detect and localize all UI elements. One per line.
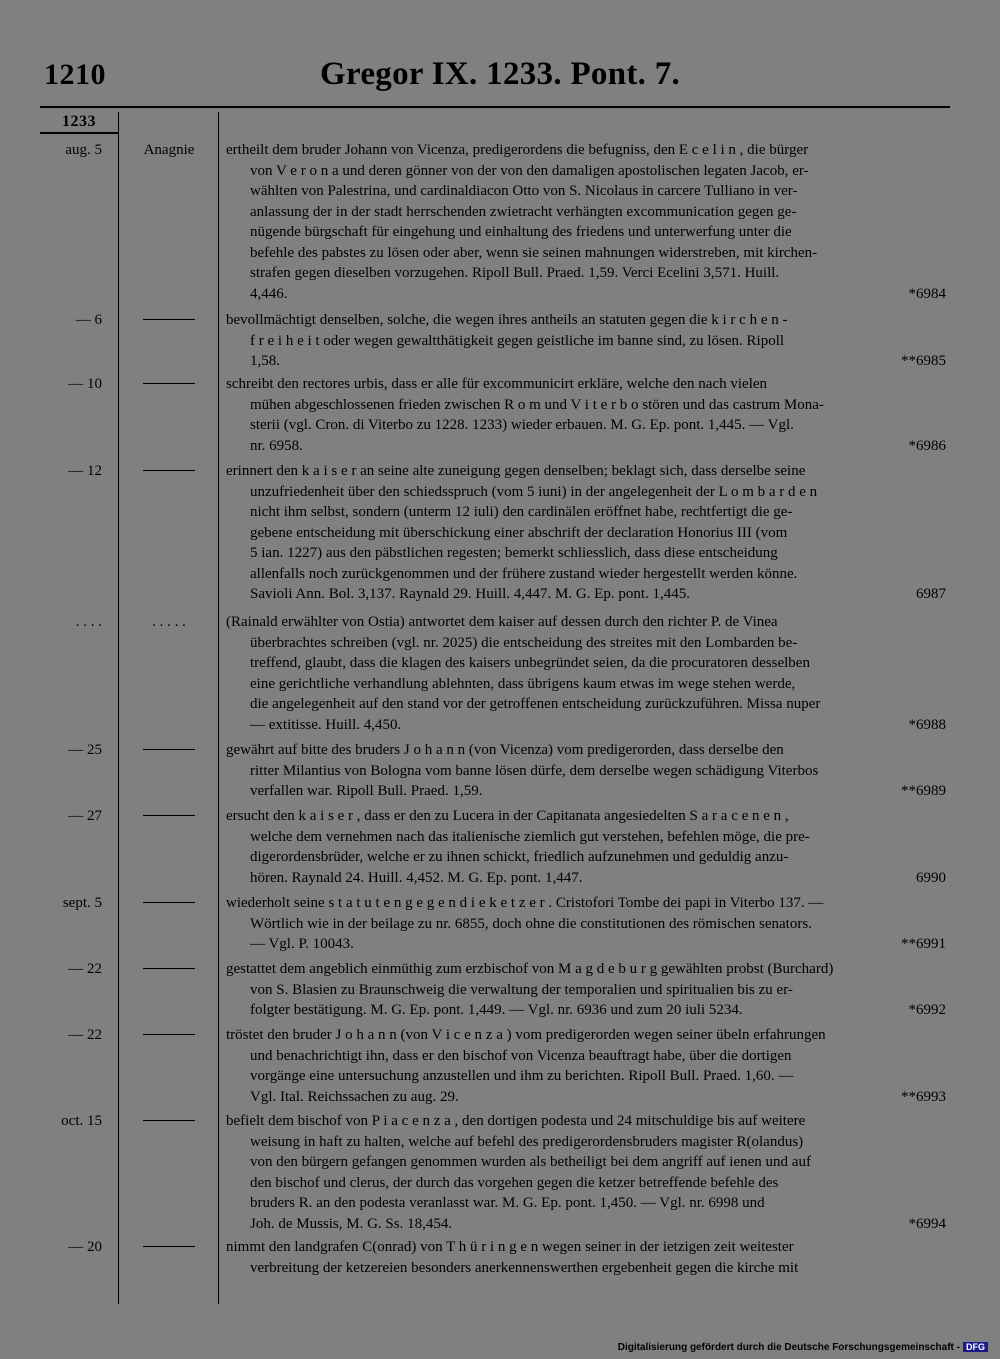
entry-place (120, 374, 218, 394)
entry-line: befielt dem bischof von P i a c e n z a , den dortigen podesta und 24 mitschuldige bis auf weitere (226, 1113, 806, 1129)
entry-date: . . . . (75, 614, 102, 630)
entry-date: — 22 (68, 1027, 102, 1043)
entry-line: tröstet den bruder J o h a n n (von V i c e n z a ) vom predigerorden wegen seiner übeln erfahrungen (226, 1027, 826, 1043)
entry-line: treffend, glaubt, dass die klagen des kaisers unbegründet seien, da die procuratoren desselben (250, 655, 810, 671)
ditto-dash (143, 968, 195, 969)
page-number: 1210 (44, 58, 106, 91)
entry-line: Joh. de Mussis, M. G. Ss. 18,454. *6994 (226, 1214, 946, 1235)
entry-place (120, 893, 218, 913)
entry-date: — 6 (75, 312, 102, 328)
entry-date: — 12 (68, 463, 102, 479)
entry-text (226, 140, 946, 304)
dfg-logo: DFG (963, 1342, 988, 1352)
entry-date: — 10 (68, 376, 102, 392)
entry-text (226, 959, 946, 1021)
entry-line: gewährt auf bitte des bruders J o h a n n (von Vicenza) vom predigerorden, dass derselbe den (226, 742, 784, 758)
entry-line: digerordensbrüder, welche er zu ihnen schickt, friedlich aufzunehmen und geduldig anzu- (250, 849, 789, 865)
entry-place (120, 959, 218, 979)
entry-line: (Rainald erwählter von Ostia) antwortet dem kaiser auf dessen durch den richter P. de Vinea (226, 614, 778, 630)
entry-line: anlassung der in der stadt herrschenden zwietracht verhängten excommunication gegen ge- (250, 203, 797, 220)
entry-text (226, 806, 946, 888)
entry-line: nügende bürgschaft für eingehung und einhaltung des friedens und unterwerfung unter die (250, 224, 792, 240)
entry-line: — extitisse. Huill. 4,450. *6988 (226, 715, 946, 736)
entry-place: Anagnie (143, 142, 195, 158)
ditto-dash (143, 1120, 195, 1121)
entry-date: — 27 (68, 808, 102, 824)
entry-line: vorgänge eine untersuchung anzustellen und ihm zu berichten. Ripoll Bull. Praed. 1,60. — (250, 1068, 794, 1084)
year-rule (40, 132, 118, 134)
entry-text (226, 1237, 946, 1278)
entry-line: mühen abgeschlossenen frieden zwischen R o m und V i t e r b o stören und das castrum Mona- (250, 396, 824, 413)
regest-number: 6987 (916, 586, 946, 602)
entry-date: — 20 (68, 1239, 102, 1255)
entry-line: 1,58. **6985 (226, 351, 946, 372)
entry-line: Vgl. Ital. Reichssachen zu aug. 29. **6993 (226, 1087, 946, 1108)
entry-line: erinnert den k a i s e r an seine alte zuneigung gegen denselben; beklagt sich, dass derselbe seine (226, 463, 806, 479)
entry-line: bruders R. an den podesta veranlasst war. M. G. Ep. pont. 1,450. — Vgl. nr. 6998 und (250, 1195, 765, 1211)
regest-number: 6990 (916, 869, 946, 886)
entry-line: Wörtlich wie in der beilage zu nr. 6855, doch ohne die constitutionen des römischen senators. (250, 915, 812, 932)
ditto-dash (143, 815, 195, 816)
entry-text (226, 374, 946, 456)
entry-place (120, 806, 218, 826)
ditto-dash (143, 319, 195, 320)
regest-number: *6988 (908, 716, 946, 733)
entry-date: sept. 5 (62, 895, 102, 911)
regest-number: *6992 (908, 1002, 946, 1018)
entry-text (226, 1025, 946, 1107)
entry-line: — Vgl. P. 10043. **6991 (226, 934, 946, 955)
entry-line: die angelegenheit auf den stand vor der getroffenen entscheidung zurückzuführen. Missa nuper (250, 696, 821, 712)
entry-text (226, 461, 946, 605)
entry-text (226, 612, 946, 735)
entry-line: nicht ihm selbst, sondern (unterm 12 iuli) den cardinälen eröffnet habe, rechtfertigt die ge- (250, 504, 793, 520)
entry-line: von den bürgern gefangen genommen wurden als betheiligt bei dem angriff auf ienen und auf (250, 1154, 811, 1170)
regest-number: **6991 (901, 936, 946, 952)
entry-line: ertheilt dem bruder Johann von Vicenza, predigerordens die befugniss, den E c e l i n , die bürger (226, 142, 809, 158)
entry-line: 4,446. *6984 (226, 284, 946, 305)
entry-line: eine gerichtliche verhandlung ablehnten, dass übrigens kaum etwas im wege stehen werde, (250, 675, 796, 692)
ditto-dash (143, 383, 195, 384)
entry-place (120, 1237, 218, 1257)
entry-text (226, 893, 946, 955)
entry-date: — 22 (68, 961, 102, 977)
entry-line: wählten von Palestrina, und cardinaldiacon Otto von S. Nicolaus in carcere Tulliano in ver- (250, 183, 798, 199)
entry-line: Savioli Ann. Bol. 3,137. Raynald 29. Huill. 4,447. M. G. Ep. pont. 1,445. 6987 (226, 584, 946, 605)
entry-line: 5 ian. 1227) aus den päbstlichen regesten; bemerkt schliesslich, dass diese entscheidung (250, 545, 778, 561)
footer-credit (618, 1342, 988, 1353)
entry-place (120, 740, 218, 760)
entry-text (226, 310, 946, 372)
ditto-dash (143, 1246, 195, 1247)
entry-line: welche dem vernehmen nach das italienische ziemlich gut verstehen, befehlen möge, die pre- (250, 828, 810, 845)
entry-line: gebene entscheidung mit überschickung einer abschrift der declaration Honorius III (vom (250, 524, 788, 541)
entry-line: gestattet dem angeblich einmüthig zum erzbischof von M a g d e b u r g gewählten probst (Burchard) (226, 961, 834, 977)
entry-line: hören. Raynald 24. Huill. 4,452. M. G. Ep. pont. 1,447. 6990 (226, 868, 946, 889)
column-divider-place (218, 112, 219, 1304)
regest-number: *6984 (908, 285, 946, 302)
entry-line: bevollmächtigt denselben, solche, die wegen ihres antheils an statuten gegen die k i r c h e n - (226, 312, 788, 328)
entry-line: wiederholt seine s t a t u t e n g e g e n d i e k e t z e r . Cristofori Tombe dei papi in Viterbo 137. — (226, 895, 824, 911)
entry-line: allenfalls noch zurückgenommen und der frühere zustand wieder hergestellt werden könne. (250, 565, 798, 582)
entry-line: nr. 6958. *6986 (226, 436, 946, 457)
entry-line: verbreitung der ketzereien besonders anerkennenswerthen ergebenheit gegen die kirche mit (250, 1259, 799, 1276)
footer-text: Digitalisierung gefördert durch die Deutsche Forschungsgemeinschaft - (617, 1342, 960, 1353)
ditto-dash (143, 902, 195, 903)
entry-line: und benachrichtigt ihn, dass er den bischof von Vicenza beauftragt habe, über die dortigen (250, 1047, 792, 1064)
column-divider-date (118, 112, 119, 1304)
entry-line: verfallen war. Ripoll Bull. Praed. 1,59. **6989 (226, 781, 946, 802)
entry-place: . . . . . (152, 614, 186, 630)
entry-line: nimmt den landgrafen C(onrad) von T h ü r i n g e n wegen seiner in der ietzigen zeit weitester (226, 1239, 794, 1255)
ditto-dash (143, 470, 195, 471)
regest-number: *6986 (908, 437, 946, 454)
header-rule (40, 106, 950, 108)
entry-line: weisung in haft zu halten, welche auf befehl des predigerordensbruders magister R(olandus) (250, 1133, 804, 1150)
entry-line: den bischof und clerus, der durch das vorgehen gegen die ketzer betreffende befehle des (250, 1174, 779, 1191)
entry-line: von V e r o n a und deren gönner von der von den damaligen apostolischen legaten Jacob, er- (250, 162, 809, 179)
entry-line: ersucht den k a i s e r , dass er den zu Lucera in der Capitanata angesiedelten S a r a c e n e n , (226, 808, 789, 824)
regest-number: **6989 (901, 783, 946, 799)
entry-date: aug. 5 (65, 142, 102, 158)
entry-line: befehle des pabstes zu lösen oder aber, wenn sie seinen mahnungen widerstreben, mit kirchen- (250, 244, 818, 261)
entry-place (120, 1111, 218, 1131)
entry-line: unzufriedenheit über den schiedsspruch (vom 5 iuni) in der angelegenheit der L o m b a r d e n (250, 483, 818, 500)
ditto-dash (143, 749, 195, 750)
entry-text (226, 1111, 946, 1234)
entry-line: ritter Milantius von Bologna vom banne lösen dürfe, dem derselbe wegen schädigung Viterbos (250, 762, 819, 779)
regest-number: **6993 (901, 1088, 946, 1105)
regest-number: **6985 (901, 353, 946, 369)
entry-line: f r e i h e i t oder wegen gewaltthätigkeit gegen geistliche im banne sind, zu lösen. Ripoll (250, 332, 785, 349)
entry-date: oct. 15 (61, 1113, 102, 1129)
entry-line: überbrachtes schreiben (vgl. nr. 2025) die entscheidung des streites mit den Lombarden be- (250, 634, 798, 651)
entry-date: — 25 (68, 742, 102, 758)
entry-line: sterii (vgl. Cron. di Viterbo zu 1228. 1233) wieder erbauen. M. G. Ep. pont. 1,445. — Vgl. (250, 417, 794, 433)
entry-place (120, 461, 218, 481)
entry-line: von S. Blasien zu Braunschweig die verwaltung der temporalien und spiritualien bis zu er- (250, 981, 793, 998)
page-title: Gregor IX. 1233. Pont. 7. (320, 56, 681, 92)
regest-number: *6994 (908, 1215, 946, 1232)
entry-place (120, 1025, 218, 1045)
entry-line: schreibt den rectores urbis, dass er alle für excommunicirt erkläre, welche den nach vielen (226, 376, 768, 392)
entry-line: strafen gegen dieselben vorzugehen. Ripoll Bull. Praed. 1,59. Verci Ecelini 3,571. Huill. (250, 265, 780, 281)
entry-line: folgter bestätigung. M. G. Ep. pont. 1,449. — Vgl. nr. 6936 und zum 20 iuli 5234. *6992 (226, 1000, 946, 1021)
entry-text (226, 740, 946, 802)
ditto-dash (143, 1034, 195, 1035)
year-heading: 1233 (62, 113, 96, 130)
page-header (44, 58, 948, 102)
entry-place (120, 310, 218, 330)
